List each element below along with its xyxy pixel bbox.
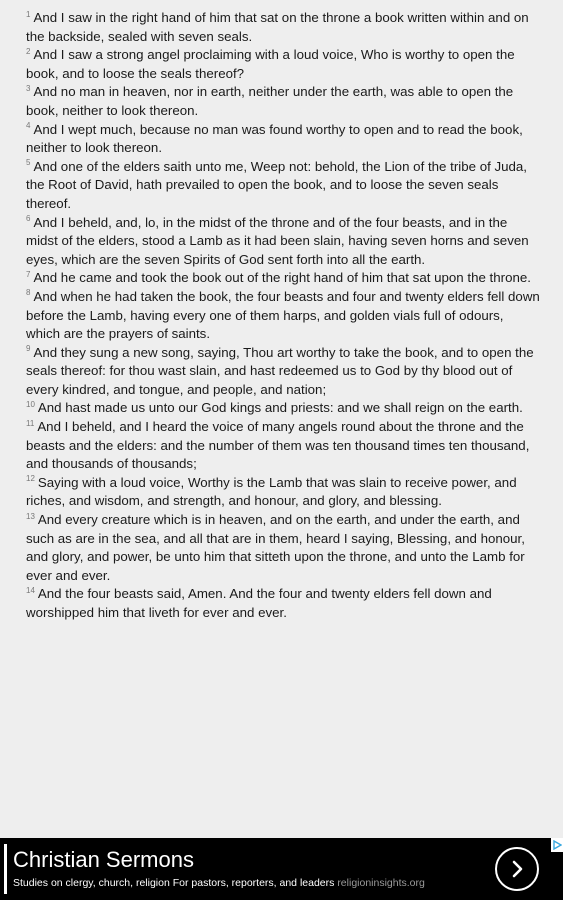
verse-text: And they sung a new song, saying, Thou art worthy to take the book, and to open the seals thereof: for thou wast slain, and hast redeemed us to God by thy blood out of every kindred, and tongue, and people, and nation; xyxy=(26,344,534,397)
verse xyxy=(26,158,541,214)
verse-text: And I beheld, and, lo, in the midst of the throne and of the four beasts, and in the midst of the elders, stood a Lamb as it had been slain, having seven horns and seven eyes, which are the seven Spirits of God sent forth into all the earth. xyxy=(26,214,529,267)
verse-number: 13 xyxy=(26,511,35,521)
verse-text: And one of the elders saith unto me, Weep not: behold, the Lion of the tribe of Juda, the Root of David, hath prevailed to open the book, and to loose the seven seals thereof. xyxy=(26,158,528,211)
verse-text: And the four beasts said, Amen. And the four and twenty elders fell down and worshipped him that liveth for ever and ever. xyxy=(26,586,492,620)
verse-number: 8 xyxy=(26,288,31,298)
ad-description-text: Studies on clergy, church, religion For pastors, reporters, and leaders xyxy=(13,877,335,889)
verse xyxy=(26,474,541,511)
verse-number: 11 xyxy=(26,418,35,428)
verse xyxy=(26,46,541,83)
verse-number: 6 xyxy=(26,214,31,224)
verse xyxy=(26,585,541,622)
verse-text: And I saw in the right hand of him that sat on the throne a book written within and on the backside, sealed with seven seals. xyxy=(26,10,529,44)
verse-number: 4 xyxy=(26,121,31,131)
verse xyxy=(26,83,541,120)
verse xyxy=(26,288,541,344)
verse xyxy=(26,121,541,158)
verse-number: 10 xyxy=(26,400,35,410)
verse-number: 12 xyxy=(26,474,35,484)
adchoices-triangle-icon xyxy=(553,840,562,850)
verse xyxy=(26,344,541,400)
verse-number: 5 xyxy=(26,158,31,168)
adchoices-icon[interactable] xyxy=(551,838,563,852)
verse-text: And I beheld, and I heard the voice of many angels round about the throne and the beasts and the elders: and the number of them was ten thousand times ten thousand, and thousands of thousands; xyxy=(26,419,530,472)
verse-text: And hast made us unto our God kings and priests: and we shall reign on the earth. xyxy=(37,400,523,416)
verse-number: 3 xyxy=(26,83,31,93)
verse xyxy=(26,399,541,418)
ad-accent-bar xyxy=(4,844,7,894)
verse xyxy=(26,418,541,474)
verse-number: 2 xyxy=(26,46,31,56)
verse-text: And I saw a strong angel proclaiming with a loud voice, Who is worthy to open the book, and to loose the seals thereof? xyxy=(26,47,515,81)
verse-text: And when he had taken the book, the four beasts and four and twenty elders fell down before the Lamb, having every one of them harps, and golden vials full of odours, which are the prayers of saints. xyxy=(26,288,540,342)
verse xyxy=(26,511,541,585)
ad-open-button[interactable] xyxy=(495,847,539,891)
verse-number: 7 xyxy=(26,269,31,279)
verse xyxy=(26,9,541,46)
verse-text: Saying with a loud voice, Worthy is the Lamb that was slain to receive power, and riches, and wisdom, and strength, and honour, and glory, and blessing. xyxy=(26,474,517,509)
verse-text: And he came and took the book out of the right hand of him that sat upon the throne. xyxy=(33,270,531,286)
ad-title[interactable]: Christian Sermons xyxy=(13,847,194,872)
verse-text: And no man in heaven, nor in earth, neither under the earth, was able to open the book, neither to look thereon. xyxy=(26,84,514,118)
verse-number: 9 xyxy=(26,344,31,354)
verse-number: 1 xyxy=(26,9,31,19)
verse-number: 14 xyxy=(26,585,35,595)
ad-banner[interactable] xyxy=(0,838,563,900)
ad-site: religioninsights.org xyxy=(337,877,425,889)
verse xyxy=(26,269,541,288)
verse-text: And every creature which is in heaven, and on the earth, and under the earth, and such as are in the sea, and all that are in them, heard I saying, Blessing, and honour, and glory, and power, be unto him that sitteth upon the throne, and unto the Lamb for ever and ever. xyxy=(26,512,525,583)
verse-text: And I wept much, because no man was found worthy to open and to read the book, neither to look thereon. xyxy=(26,121,523,156)
chevron-right-icon xyxy=(506,858,528,880)
ad-description[interactable] xyxy=(13,876,425,890)
verse xyxy=(26,214,541,270)
